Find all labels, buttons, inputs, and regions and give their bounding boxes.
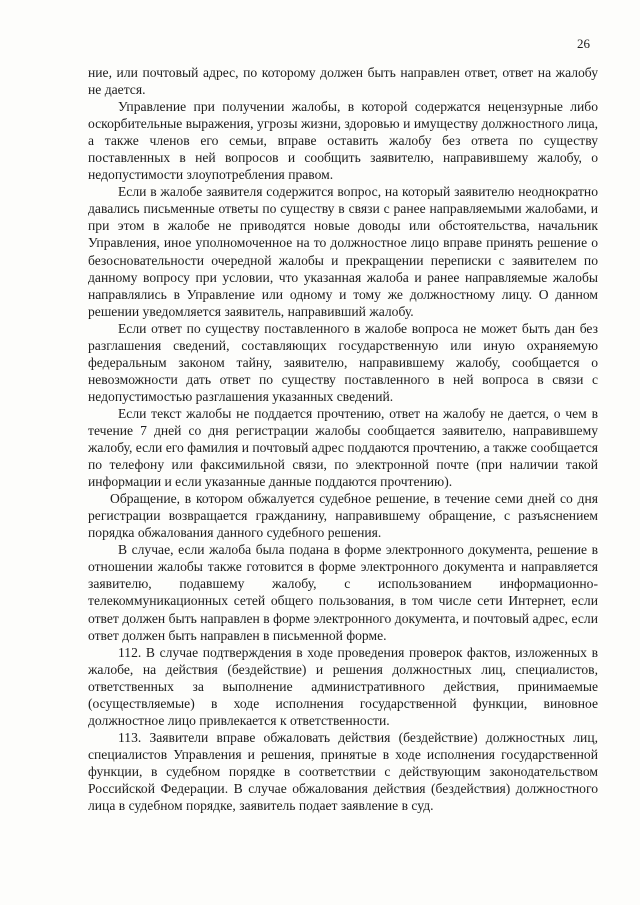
paragraph: Если ответ по существу поставленного в жалобе вопроса не может быть дан без разглашения сведений, составляющих государственную или иную охраняемую федеральным законом тайну, заявителю, направившему жалобу, сообщается о невозможности дать ответ по существу поставленного в ней вопроса в связи с недопустимостью разглашения указанных сведений. <box>88 320 598 404</box>
paragraph: В случае, если жалоба была подана в форме электронного документа, решение в отношении жалобы также готовится в форме электронного документа и направляется заявителю, подавшему жалобу, с использованием информационно-телекоммуникационных сетей общего пользования, в том числе сети Интернет, если ответ должен быть направлен в форме электронного документа, и почтовый адрес, если ответ должен быть направлен в письменной форме. <box>88 542 598 643</box>
paragraph: Обращение, в котором обжалуется судебное решение, в течение семи дней со дня регистрации возвращается гражданину, направившему обращение, с разъяснением порядка обжалования данного судебного решения. <box>88 491 598 541</box>
paragraph: ние, или почтовый адрес, по которому должен быть направлен ответ, ответ на жалобу не дается. <box>88 65 598 98</box>
paragraph: Управление при получении жалобы, в которой содержатся нецензурные либо оскорбительные выражения, угрозы жизни, здоровью и имуществу должностного лица, а также членов его семьи, вправе оставить жалобу без ответа по существу поставленных в ней вопросов и сообщить заявителю, направившему жалобу, о недопустимости злоупотребления правом. <box>88 99 598 183</box>
document-body <box>88 64 598 814</box>
paragraph: Если в жалобе заявителя содержится вопрос, на который заявителю неоднократно давались письменные ответы по существу в связи с ранее направляемыми жалобами, и при этом в жалобе не приводятся новые доводы или обстоятельства, начальник Управления, иное уполномоченное на то должностное лицо вправе принять решение о безосновательности очередной жалобы и прекращении переписки с заявителем по данному вопросу при условии, что указанная жалоба и ранее направляемые жалобы направлялись в Управление или одному и тому же должностному лицу. О данном решении уведомляется заявитель, направивший жалобу. <box>88 184 598 319</box>
paragraph-item-112: 112. В случае подтверждения в ходе проведения проверок фактов, изложенных в жалобе, на действия (бездействие) и решения должностных лиц, специалистов, ответственных за выполнение административного действия, принимаемые (осуществляемые) в ходе исполнения государственной функции, виновное должностное лицо привлекается к ответственности. <box>88 644 598 728</box>
paragraph: Если текст жалобы не поддается прочтению, ответ на жалобу не дается, о чем в течение 7 дней со дня регистрации жалобы сообщается заявителю, направившему жалобу, если его фамилия и почтовый адрес поддаются прочтению, а также сообщается по телефону или факсимильной связи, по электронной почте (при наличии такой информации и если указанные данные поддаются прочтению). <box>88 405 598 490</box>
page-number: 26 <box>577 36 590 51</box>
paragraph-item-113: 113. Заявители вправе обжаловать действия (бездействие) должностных лиц, специалистов Управления и решения, принятые в ходе исполнения государственной функции, в судебном порядке в соответствии с действующим законодательством Российской Федерации. В случае обжалования действия (бездействия) должностного лица в судебном порядке, заявитель подает заявление в суд. <box>88 729 598 814</box>
